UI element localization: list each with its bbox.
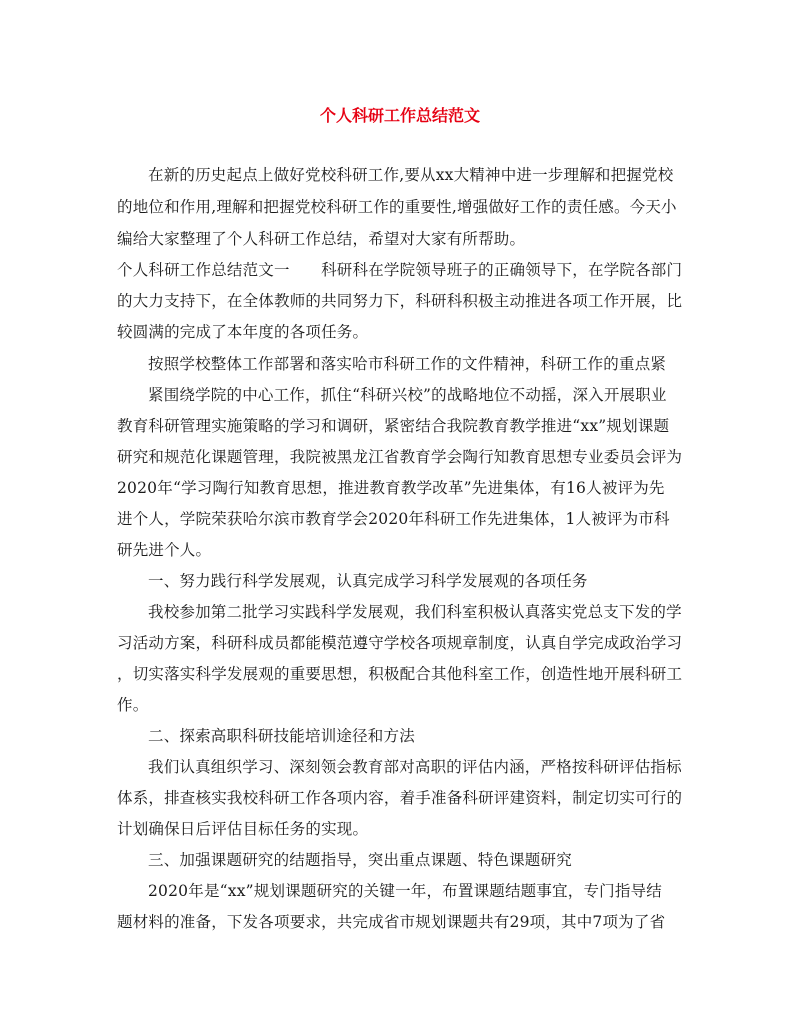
text-line: 的地位和作用,理解和把握党校科研工作的重要性,增强做好工作的责任感。今天小 [117,198,677,216]
document-title: 个人科研工作总结范文 [319,106,480,125]
text-line: 题材料的准备，下发各项要求，共完成省市规划课题共有29项，其中7项为了省 [117,913,666,931]
text-line: 我们认真组织学习、深刻领会教育部对高职的评估内涵，严格按科研评估指标 [148,758,682,776]
text-line: 编给大家整理了个人科研工作总结，希望对大家有所帮助。 [117,230,526,248]
text-line: 的大力支持下，在全体教师的共同努力下，科研科积极主动推进各项工作开展，比 [117,292,683,310]
text-line: 教育科研管理实施策略的学习和调研，紧密结合我院教育教学推进“xx”规划课题 [117,417,670,435]
section-heading: 二、探索高职科研技能培训途径和方法 [148,727,415,745]
text-line: 计划确保日后评估目标任务的实现。 [117,820,369,838]
text-line: 按照学校整体工作部署和落实哈市科研工作的文件精神，科研工作的重点紧 [148,355,667,373]
text-line: ，切实落实科学发展观的重要思想，积极配合其他科室工作，创造性地开展科研工 [117,665,683,683]
section-heading: 三、加强课题研究的结题指导，突出重点课题、特色课题研究 [148,851,572,869]
text-line: 2020年是“xx”规划课题研究的关键一年，布置课题结题事宜，专门指导结 [148,882,662,900]
section-heading: 一、努力践行科学发展观，认真完成学习科学发展观的各项任务 [148,572,588,590]
text-line: 研究和规范化课题管理，我院被黑龙江省教育学会陶行知教育思想专业委员会评为 [117,448,683,466]
text-line: 体系，排查核实我校科研工作各项内容，着手准备科研评建资料，制定切实可行的 [117,789,683,807]
text-line: 我校参加第二批学习实践科学发展观，我们科室积极认真落实党总支下发的学 [148,603,682,621]
text-line: 进个人，学院荣获哈尔滨市教育学会2020年科研工作先进集体，1人被评为市科 [117,510,670,528]
text-line: 紧围绕学院的中心工作，抓住“科研兴校”的战略地位不动摇，深入开展职业 [148,386,667,404]
text-line: 2020年“学习陶行知教育思想，推进教育教学改革”先进集体，有16人被评为先 [117,479,665,497]
text-line: 在新的历史起点上做好党校科研工作,要从xx大精神中进一步理解和把握党校 [148,166,674,184]
text-line: 作。 [117,696,149,714]
text-line: 研先进个人。 [117,541,212,559]
text-line: 习活动方案，科研科成员都能模范遵守学校各项规章制度，认真自学完成政治学习 [117,634,683,652]
text-line: 较圆满的完成了本年度的各项任务。 [117,323,369,341]
text-line: 个人科研工作总结范文一 科研科在学院领导班子的正确领导下，在学院各部门 [117,261,683,279]
